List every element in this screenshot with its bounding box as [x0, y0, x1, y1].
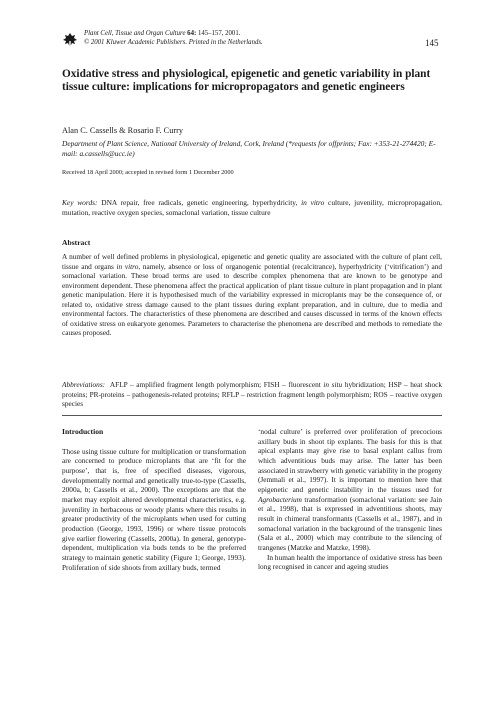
affiliation: Department of Plant Science, National University of Ireland, Cork, Ireland (*requests for offprints; Fax: +353-21-274420; E-mail: a.cassells@ucc.ie) [62, 139, 436, 158]
intro-right-paragraph-2: In human health the importance of oxidative stress has been long recognised in cancer and ageing studies [258, 552, 442, 572]
keywords-label: Key words: [62, 198, 98, 207]
intro-right-paragraph-1 [258, 427, 442, 553]
keywords-text-2: culture, juvenility, micropropagation, mutation, reactive oxygen species, somaclonal variation, tissue culture [62, 198, 442, 217]
section-divider [62, 415, 442, 416]
abbreviations-text-1: AFLP – amplified fragment length polymorphism; FISH – fluorescent [109, 380, 321, 389]
keywords-text-1: DNA repair, free radicals, genetic engineering, hyperhydricity, [101, 198, 298, 207]
journal-name: Plant Cell, Tissue and Organ Culture [84, 30, 186, 37]
right-column [258, 427, 442, 572]
abbreviations-text-2: hybridization; HSP – heat shock proteins; PR-proteins – pathogenesis-related proteins; RFLP – restriction fragment length polymorphism; ROS – reactive oxygen species [62, 380, 443, 409]
intro-right-italic: Agrobacterium [258, 494, 302, 504]
abstract-text-2: , namely, absence or loss of organogenic potential (recalcitrance), hyperhydricity (‘vitrification’) and somaclonal variation. These broad terms are used to describe complex phenomena that are known to be genotype and environment dependent. These phenomena affect the practical application of plant tissue culture in plant propagation and in plant genetic manipulation. Here it is hypothesised much of the variability expressed in microplants may be the consequence of, or related to, oxidative stress damage caused to the plant tissues during explant preparation, and in culture, due to media and environmental factors. The characteristics of these phenomena are described and causes discussed in terms of the known effects of oxidative stress on eukaryote genomes. Parameters to characterise the phenomena are described and methods to remediate the causes proposed. [62, 261, 442, 338]
abstract-italic: in vitro [116, 261, 139, 271]
keywords-italic: in vitro [301, 198, 325, 207]
page-number: 145 [425, 38, 439, 48]
abstract-body [62, 252, 442, 338]
journal-citation [84, 30, 263, 47]
abstract-heading: Abstract [62, 238, 91, 247]
authors: Alan C. Cassells & Rosario F. Curry [62, 126, 184, 135]
abbreviations-label: Abbreviations: [62, 380, 106, 389]
abbreviations-italic: in situ [323, 380, 343, 389]
abstract-text-1: A number of well defined problems in physiological, epigenetic and genetic quality are associated with the culture of plant cell, tissue and organs [62, 252, 442, 271]
intro-left-paragraph: Those using tissue culture for multiplication or transformation are concerned to produce microplants that are ‘fit for the purpose’, that is, free of specified diseases, vigorous, developmentally normal and genetically true-to-type (Cassells, 2000a, b; Cassells et al., 2000). The exceptions are that the market may exploit altered developmental characteristics, e.g. juvenility in herbaceous or woody plants where this results in greater productivity of the microplants when used for cutting production (George, 1993, 1996) or where tissue protocols give earlier flowering (Cassells, 2000a). In general, genotype-dependent, multiplication via buds tends to be the preferred strategy to maintain genetic stability (Figure 1; George, 1993). Proliferation of side shoots from axillary buds, termed [62, 446, 246, 572]
journal-volume: 64: [187, 30, 197, 37]
journal-header [62, 30, 442, 56]
left-column [62, 427, 246, 572]
introduction-heading: Introduction [62, 427, 104, 436]
intro-right-text-1: ‘nodal culture’ is preferred over proliferation of precocious axillary buds in shoot tip explants. The basis for this is that apical explants may give rise to basal explant callus from which adventitious buds may arise. The latter has been associated in strawberry with genetic variability in the progeny (Jemmali et al., 1997). It is important to mention here that epigenetic and genetic instability in the tissues used for [258, 427, 442, 494]
copyright-line: © 2001 Kluwer Academic Publishers. Printed in the Netherlands. [84, 38, 263, 46]
publisher-tree-logo-icon [62, 32, 78, 48]
keywords [62, 198, 442, 217]
journal-pages: 145–157, 2001. [197, 30, 241, 37]
article-title: Oxidative stress and physiological, epigenetic and genetic variability in plant tissue culture: implications for micropropagators and genetic engineers [62, 68, 431, 93]
abbreviations [62, 380, 442, 409]
received-date: Received 18 April 2000; accepted in revised form 1 December 2000 [62, 169, 234, 176]
intro-right-text-2: transformation (somaclonal variation: see Jain et al., 1998), that is expressed in adventitious shoots, may result in chimeral transformants (Cassells et al., 1987), and in somaclonal variation in the background of the transgenic lines (Sala et al., 2000) which may contribute to the silencing of trangenes (Matzke and Matzke, 1998). [258, 494, 442, 552]
